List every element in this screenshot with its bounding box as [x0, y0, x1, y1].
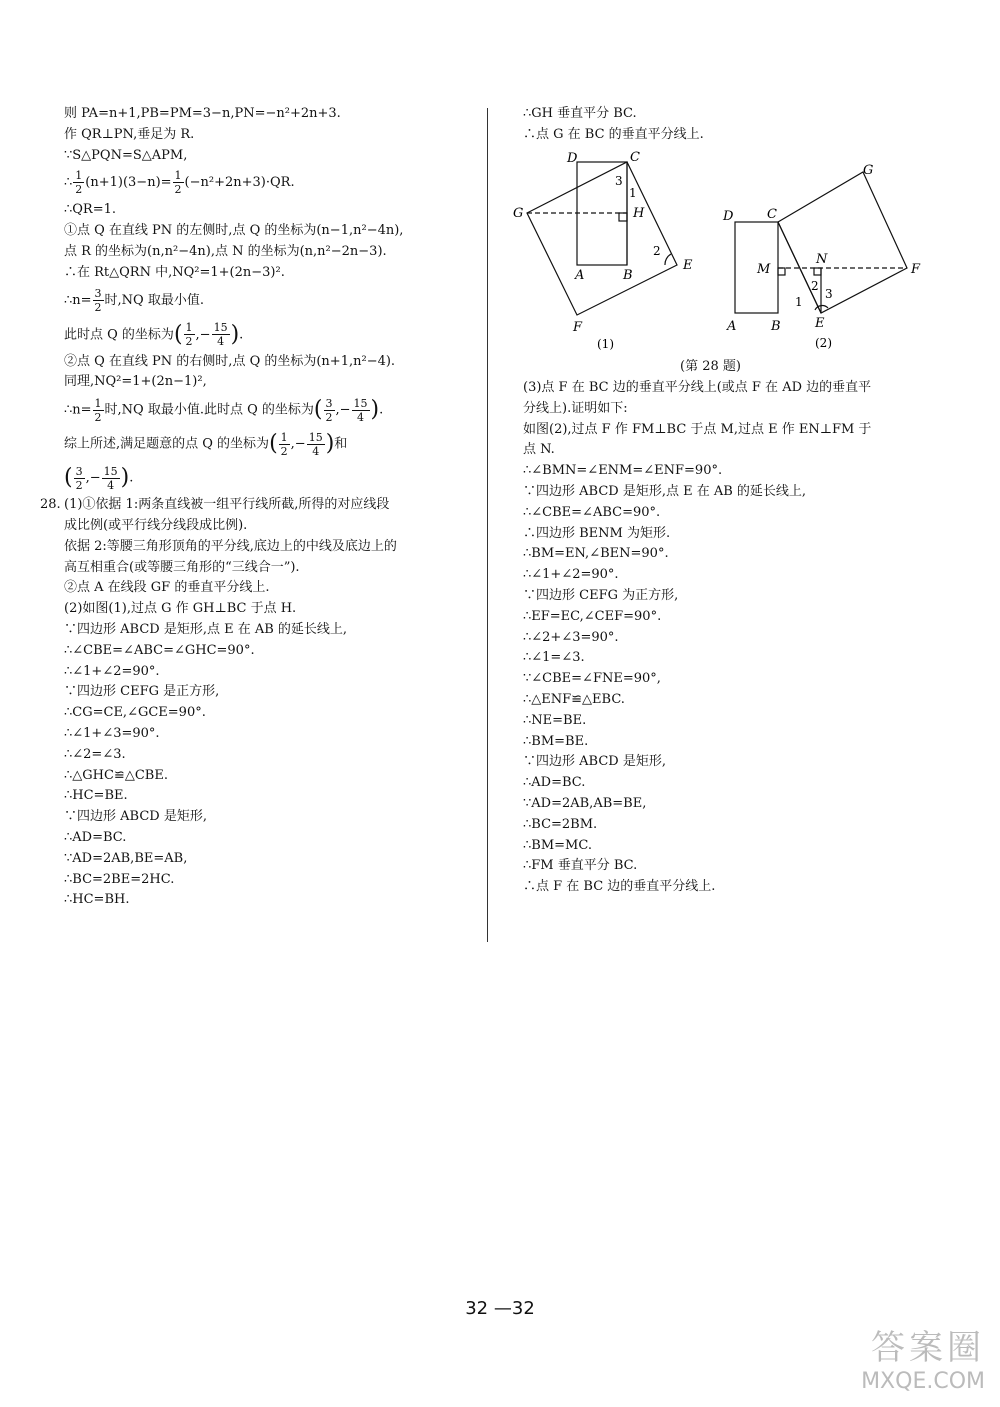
- text-line: ∴n= $\frac{1}{2}$ 时,NQ 取最小值.此时点 Q 的坐标为( $\frac{3}{2}$ ,− $\frac{15}{4}$ ).: [64, 396, 384, 424]
- point-label: F: [573, 320, 583, 335]
- question-number: 28.: [40, 497, 61, 513]
- fraction: $\frac{1}{2}$: [185, 321, 193, 349]
- right-column-top: ∴GH 垂直平分 BC. ∴点 G 在 BC 的垂直平分线上.: [523, 106, 704, 142]
- watermark-logo: 答案圈 MXQE.COM: [861, 1328, 985, 1394]
- fraction: $\frac{3}{2}$: [325, 396, 333, 424]
- fraction: $\frac{15}{4}$: [103, 464, 118, 492]
- text-line: ∴n= $\frac{3}{2}$ 时,NQ 取最小值.: [64, 286, 204, 314]
- text-line: ∴QR=1.: [64, 202, 117, 218]
- angle-label: 3: [825, 287, 833, 301]
- text-line: ∵S△PQN=S△APM,: [64, 147, 188, 163]
- angle-label: 1: [795, 295, 803, 309]
- page-number: 32 —32: [465, 1298, 535, 1319]
- angle-label: 2: [811, 279, 819, 293]
- fraction: $\frac{1}{2}$: [174, 169, 182, 197]
- point-label: G: [863, 163, 874, 178]
- fraction: $\frac{15}{4}$: [308, 430, 323, 458]
- text-line: ( $\frac{3}{2}$ ,− $\frac{15}{4}$ ).: [64, 464, 134, 492]
- text-line: 则 PA=n+1,PB=PM=3−n,PN=−n²+2n+3.: [64, 106, 341, 121]
- text-line: ∴ $\frac{1}{2}$ (n+1)(3−n)= $\frac{1}{2}$ (−n²+2n+3)·QR.: [64, 169, 295, 197]
- point-label: C: [767, 207, 777, 222]
- text-line: 综上所述,满足题意的点 Q 的坐标为( $\frac{1}{2}$ ,− $\frac{15}{4}$ )和: [64, 430, 348, 458]
- fraction: $\frac{1}{2}$: [94, 396, 102, 424]
- point-label: B: [623, 268, 633, 283]
- text-line: 同理,NQ²=1+(2n−1)²,: [64, 374, 207, 390]
- column-divider: [487, 108, 488, 942]
- text-line: ①点 Q 在直线 PN 的左侧时,点 Q 的坐标为(n−1,n²−4n),: [64, 223, 404, 239]
- text-line: ∴在 Rt△QRN 中,NQ²=1+(2n−3)².: [64, 264, 285, 280]
- point-label: N: [816, 252, 828, 267]
- point-label: H: [633, 206, 645, 221]
- question-28: 28. (1)①依据 1:两条直线被一组平行线所截,所得的对应线段 成比例(或平行线分线段成比例). 依据 2:等腰三角形顶角的平分线,底边上的中线及底边上的 高互相重合(或等腰三角形的“三线合一”). ②点 A 在线段 GF 的垂直平分线上. (2)如图(1),过点 G 作 GH⊥BC 于点 H. ∵四边形 ABCD 是矩形,点 E 在 AB 的延长线上, ∴∠CBE=∠ABC=∠GHC=90°. ∴∠1+∠2=90°. ∵四边形 CEFG 是正方形, ∴CG=CE,∠GCE=90°. ∴∠1+∠3=90°. ∴∠2=∠3. ∴△GHC≌△CBE. ∴HC=BE. ∵四边形 ABCD 是矩形, ∴AD=BC. ∵AD=2AB,BE=AB, ∴BC=2BE=2HC. ∴HC=BH.: [40, 497, 397, 908]
- point-label: F: [911, 262, 921, 277]
- right-column: (3)点 F 在 BC 边的垂直平分线上(或点 F 在 AD 边的垂直平 分线上).证明如下: 如图(2),过点 F 作 FM⊥BC 于点 M,过点 E 作 EN⊥FM 于 点 N. ∴∠BMN=∠ENM=∠ENF=90°. ∵四边形 ABCD 是矩形,点 E 在 AB 的延长线上, ∴∠CBE=∠ABC=90°. ∴四边形 BENM 为矩形. ∴BM=EN,∠BEN=90°. ∴∠1+∠2=90°. ∵四边形 CEFG 为正方形, ∴EF=EC,∠CEF=90°. ∴∠2+∠3=90°. ∴∠1=∠3. ∵∠CBE=∠FNE=90°, ∴△ENF≌△EBC. ∴NE=BE. ∴BM=BE. ∵四边形 ABCD 是矩形, ∴AD=BC. ∵AD=2AB,AB=BE, ∴BC=2BM. ∴BM=MC. ∴FM 垂直平分 BC. ∴点 F 在 BC 边的垂直平分线上.: [523, 380, 872, 895]
- point-label: E: [683, 258, 693, 273]
- text-line: 点 R 的坐标为(n,n²−4n),点 N 的坐标为(n,n²−2n−3).: [64, 243, 387, 259]
- text-line: 作 QR⊥PN,垂足为 R.: [64, 126, 195, 142]
- angle-label: 3: [615, 174, 623, 188]
- point-label: A: [575, 268, 585, 283]
- angle-label: 1: [629, 186, 637, 200]
- angle-label: 2: [653, 244, 661, 258]
- point-label: M: [757, 262, 771, 277]
- figure-label: (1): [597, 337, 614, 350]
- fraction: $\frac{1}{2}$: [75, 169, 83, 197]
- point-label: G: [513, 206, 524, 221]
- fraction: $\frac{15}{4}$: [353, 396, 368, 424]
- fraction: $\frac{3}{2}$: [75, 464, 83, 492]
- point-label: B: [771, 319, 781, 334]
- point-label: D: [567, 151, 578, 166]
- text-line: ②点 Q 在直线 PN 的右侧时,点 Q 的坐标为(n+1,n²−4).: [64, 353, 396, 369]
- point-label: C: [630, 150, 640, 165]
- fraction: $\frac{3}{2}$: [94, 286, 102, 314]
- fraction: $\frac{1}{2}$: [280, 430, 288, 458]
- left-column: [40, 104, 474, 911]
- text-line: 此时点 Q 的坐标为( $\frac{1}{2}$ ,− $\frac{15}{4}$ ).: [64, 321, 244, 349]
- figure-caption: (第 28 题): [680, 359, 741, 374]
- fraction: $\frac{15}{4}$: [213, 321, 228, 349]
- point-label: E: [815, 316, 825, 331]
- point-label: A: [727, 319, 737, 334]
- point-label: D: [723, 209, 734, 224]
- figure-1: [505, 145, 705, 350]
- figure-label: (2): [815, 336, 832, 350]
- figure-2: [715, 160, 930, 350]
